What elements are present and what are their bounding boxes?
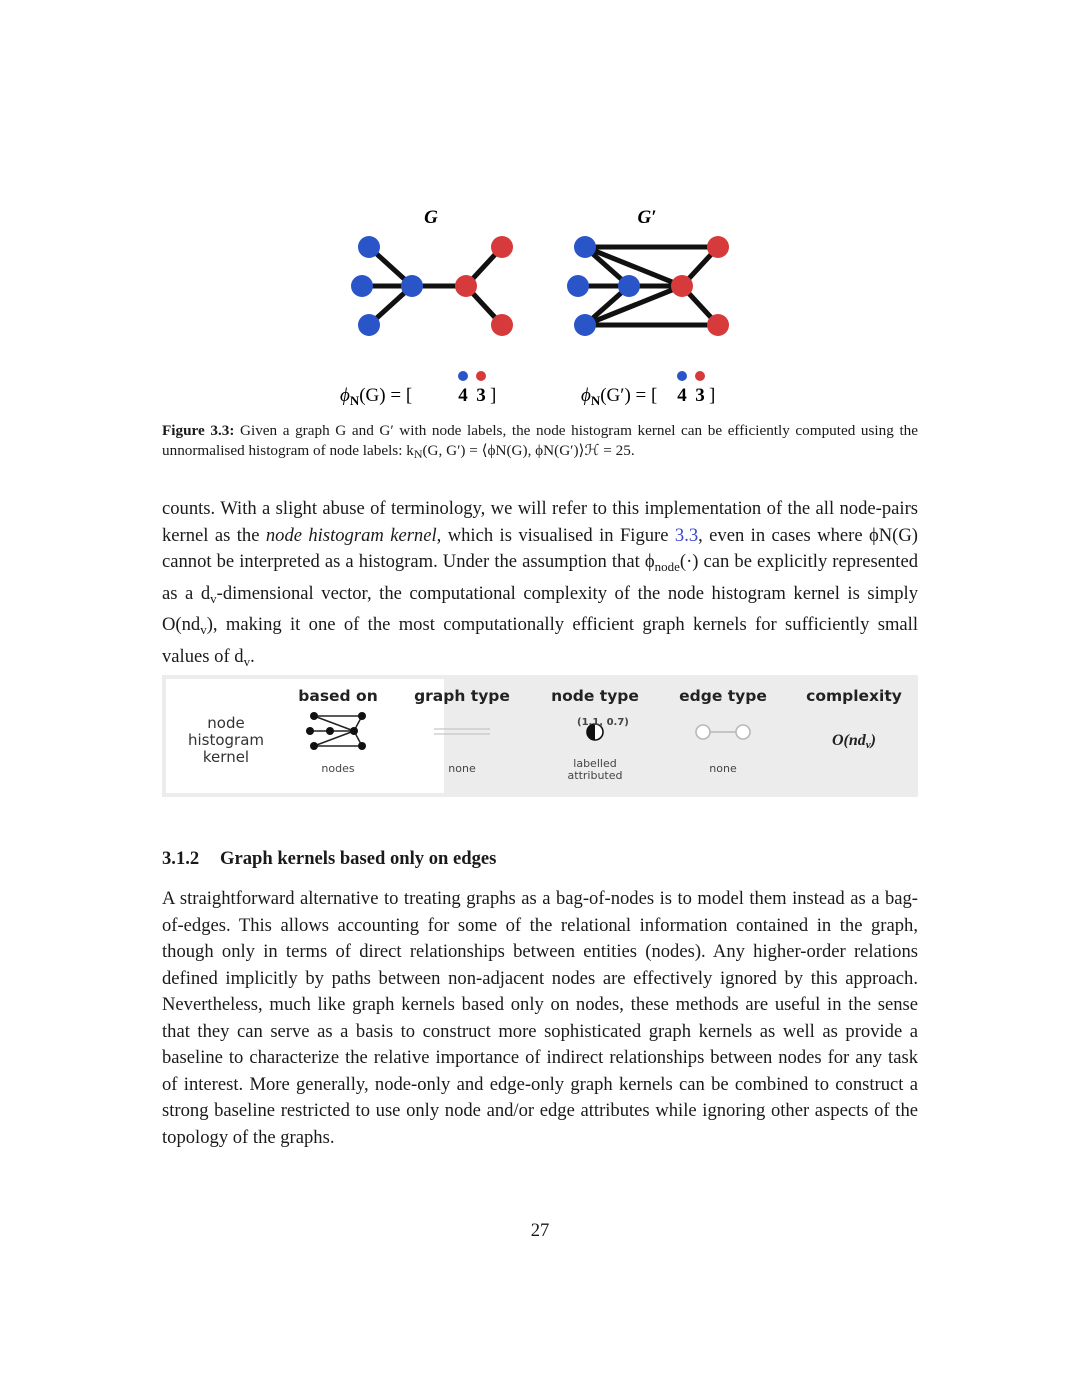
page-number: 27 <box>530 1220 550 1241</box>
graph-type-header: graph type <box>414 687 510 705</box>
complexity-header: complexity <box>806 687 902 705</box>
node-type-value-1: labelled <box>573 757 617 770</box>
blue-node <box>358 236 380 258</box>
graph-g-label: G <box>424 207 438 228</box>
caption-text: Given a graph G and G′ with node labels, the node histogram kernel can be efficiently computed using the unnormalised histogram of node labels: k <box>162 422 918 459</box>
phi-g-formula <box>340 371 496 408</box>
text-run: , even in cases where ϕN(G) cannot be interpreted as a histogram. Under the assumption that ϕ <box>162 524 918 572</box>
phi-g-close: ] <box>490 385 497 406</box>
graph-figure <box>340 195 740 415</box>
phi-g-value-blue: 4 <box>458 385 468 406</box>
red-node <box>491 314 513 336</box>
red-node <box>671 275 693 297</box>
svg-text:ϕN(G) = [ <box>340 385 412 408</box>
nodes-icon <box>306 711 370 751</box>
complexity-value: O(ndv) <box>832 732 876 751</box>
node-histogram-kernel-term: node histogram kernel <box>265 524 437 546</box>
red-node <box>707 314 729 336</box>
subscript: v <box>200 622 207 637</box>
paragraph-2 <box>162 886 918 1151</box>
paragraph-1 <box>162 496 918 675</box>
paragraph-2-text: A straightforward alternative to treating graphs as a bag-of-nodes is to model them instead as a bag-of-edges. This allows accounting for some of the relational information contained in the graph, though only in terms of direct relationships between entities (nodes). Any higher-order relations defined implicitly by paths between non-adjacent nodes are effectively ignored by this approach. Nevertheless, much like graph kernels based only on nodes, these methods are useful in the sense that they can serve as a basis to construct more sophisticated graph kernels as well as provide a baseline to characterize the relative importance of indirect relationships between nodes for any task of interest. More generally, node-only and edge-only graph kernels can be combined to construct a strong baseline restricted to use only node and/or edge attributes while ignoring other aspects of the topology of the graphs. <box>162 888 918 1148</box>
section-heading <box>162 848 496 870</box>
text-run: -dimensional vector, the computational complexity of the node histogram kernel is simply O(nd <box>162 582 919 635</box>
figure-caption <box>162 421 918 464</box>
phi-subscript: N <box>590 393 601 408</box>
phi-argument: (G′) = [ <box>600 385 658 406</box>
phi-gp-value-blue: 4 <box>677 385 687 406</box>
text-run: counts. With a slight abuse of terminology, we will refer to this implementation of the all node-pairs kernel as the <box>162 498 918 546</box>
blue-node <box>574 314 596 336</box>
blue-node <box>351 275 373 297</box>
text-run: (·) can be explicitly represented as a d <box>162 551 918 604</box>
phi-g-prime-formula <box>581 371 715 408</box>
caption-sub: N <box>413 447 423 461</box>
graph-type-value: none <box>448 762 476 775</box>
kernel-summary-box <box>162 675 918 797</box>
figure-ref-link[interactable]: 3.3 <box>674 524 699 546</box>
red-node <box>707 236 729 258</box>
based-on-value: nodes <box>321 762 355 775</box>
blue-node <box>567 275 589 297</box>
phi-argument: (G) = [ <box>359 385 413 406</box>
phi-symbol: ϕ <box>340 385 350 406</box>
node-type-header: node type <box>551 687 639 705</box>
caption-label: Figure 3.3: <box>162 422 235 439</box>
phi-symbol: ϕ <box>581 385 591 406</box>
red-dot <box>695 371 705 381</box>
graph-g-edges <box>362 247 502 325</box>
phi-gp-value-red: 3 <box>695 385 705 406</box>
section-number: 3.1.2 <box>162 848 200 869</box>
based-on-header: based on <box>298 687 378 705</box>
text-run: , which is visualised in Figure <box>436 524 675 546</box>
kernel-name-line: histogram <box>187 731 265 749</box>
edge-type-header: edge type <box>679 687 767 705</box>
edge-type-none-icon <box>694 722 752 742</box>
graph-g-prime-label: G′ <box>637 207 657 228</box>
kernel-name-line: kernel <box>202 748 250 766</box>
phi-subscript: N <box>349 393 360 408</box>
red-dot <box>476 371 486 381</box>
graph-type-none-icon <box>432 725 492 739</box>
edge-type-value: none <box>709 762 737 775</box>
node-type-value-2: attributed <box>567 769 623 782</box>
subscript: v <box>210 590 217 606</box>
blue-node <box>618 275 640 297</box>
svg-text:ϕN(G′) = [ <box>581 385 657 408</box>
subscript: v <box>243 653 251 669</box>
section-title: Graph kernels based only on edges <box>220 848 497 869</box>
kernel-name-line: node <box>207 714 245 732</box>
blue-node <box>574 236 596 258</box>
red-node <box>491 236 513 258</box>
attribute-example: (1.1, 0.7) <box>577 717 629 728</box>
text-run: . <box>250 645 255 667</box>
caption-tail: (G, G′) = ⟨ϕN(G), ϕN(G′)⟩ℋ = 25. <box>422 442 635 459</box>
phi-gp-close: ] <box>709 385 716 406</box>
blue-node <box>401 275 423 297</box>
blue-dot <box>677 371 687 381</box>
red-node <box>455 275 477 297</box>
blue-node <box>358 314 380 336</box>
blue-dot <box>458 371 468 381</box>
text-run: ), making it one of the most computationally efficient graph kernels for sufficiently small values of d <box>162 614 918 667</box>
graph-g-prime-edges <box>578 247 718 325</box>
subscript: node <box>654 559 680 574</box>
phi-g-value-red: 3 <box>476 385 486 406</box>
